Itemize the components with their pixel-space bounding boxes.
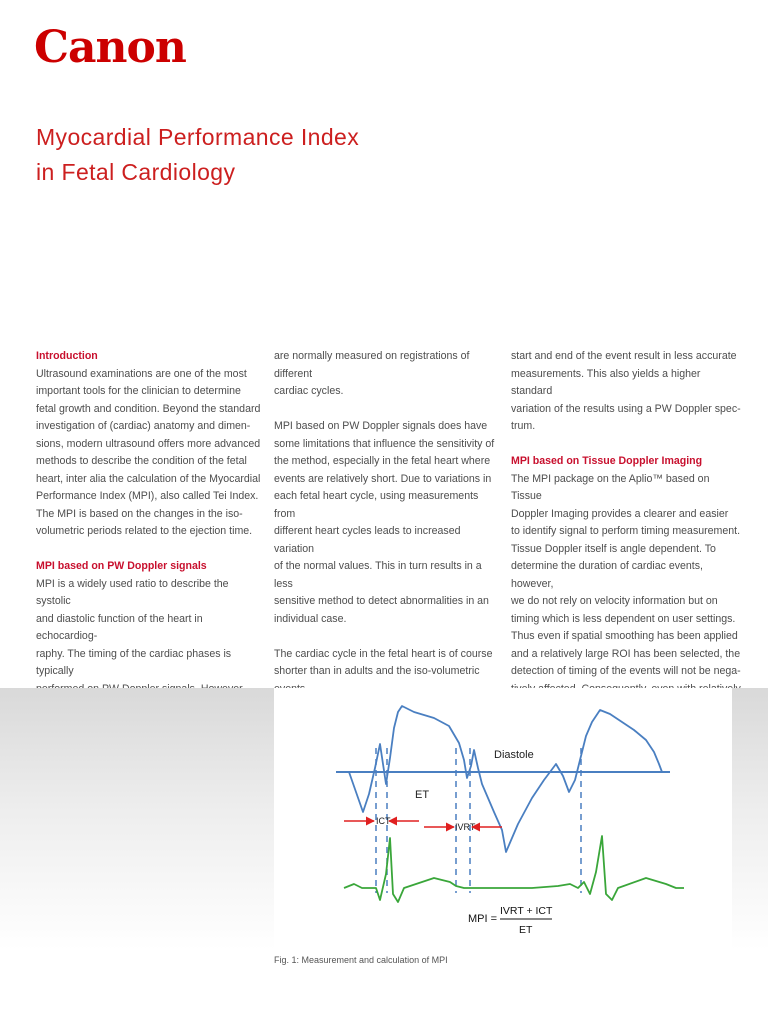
text-line: detection of timing of the events will not be nega-: [511, 665, 741, 677]
text-line: raphy. The timing of the cardiac phases is typically: [36, 647, 232, 677]
title-line-2: in Fetal Cardiology: [36, 159, 236, 185]
text-line: each fetal heart cycle, using measurements from: [274, 490, 479, 520]
text-line: fetal growth and condition. Beyond the standard: [36, 402, 261, 415]
intro-heading: Introduction: [36, 350, 98, 362]
text-line: cardiac cycles.: [274, 385, 344, 397]
title-line-1: Myocardial Performance Index: [36, 124, 360, 150]
text-line: determine the duration of cardiac events, however,: [511, 560, 703, 590]
text-line: to identify signal to perform timing measurement.: [511, 525, 741, 537]
text-line: The MPI is based on the changes in the iso-: [36, 507, 243, 520]
text-line: Tissue Doppler itself is angle dependent. To: [511, 542, 716, 555]
text-line: are normally measured on registrations of different: [274, 350, 470, 380]
paragraph: [274, 348, 500, 401]
formula-numerator: IVRT + ICT: [500, 905, 553, 917]
text-line: different heart cycles leads to increased variation: [274, 525, 461, 555]
mpi-diagram: [274, 688, 732, 950]
text-line: we do not rely on velocity information but on: [511, 595, 718, 607]
text-line: methods to describe the condition of the fetal: [36, 455, 247, 467]
text-line: Ultrasound examinations are one of the most: [36, 367, 247, 380]
figure-caption: Fig. 1: Measurement and calculation of MPI: [274, 955, 448, 965]
doppler-trace: [349, 706, 662, 852]
text-line: of the normal values. This in turn results in a less: [274, 560, 482, 590]
text-line: heart, inter alia the calculation of the Myocardial: [36, 472, 261, 485]
diastole-label: Diastole: [494, 749, 534, 761]
text-line: The MPI package on the Aplio™ based on Tissue: [511, 472, 710, 502]
text-line: timing which is less dependent on user settings.: [511, 612, 736, 625]
paragraph: [274, 418, 500, 628]
paragraph: [511, 348, 741, 436]
text-line: Thus even if spatial smoothing has been applied: [511, 630, 738, 642]
text-line: variation of the results using a PW Doppler spec-: [511, 402, 741, 415]
text-line: and diastolic function of the heart in echocardiog-: [36, 612, 203, 642]
text-line: the method, especially in the fetal heart where: [274, 455, 491, 467]
text-line: important tools for the clinician to determine: [36, 385, 241, 397]
text-line: Performance Index (MPI), also called Tei Index.: [36, 490, 259, 502]
pw-doppler-heading: MPI based on PW Doppler signals: [36, 560, 207, 572]
text-line: The cardiac cycle in the fetal heart is of course: [274, 647, 493, 660]
tdi-heading: MPI based on Tissue Doppler Imaging: [511, 455, 703, 467]
text-line: trum.: [511, 420, 536, 432]
text-line: Doppler Imaging provides a clearer and easier: [511, 507, 729, 520]
page-title: [36, 120, 359, 190]
text-line: MPI based on PW Doppler signals does have: [274, 420, 488, 432]
text-line: sensitive method to detect abnormalities in an: [274, 595, 489, 607]
formula-lhs: MPI =: [468, 913, 498, 925]
ict-label: ICT: [376, 816, 391, 826]
text-line: and a relatively large ROI has been selected, the: [511, 647, 741, 660]
et-label: ET: [415, 789, 430, 801]
text-column-3: [511, 348, 741, 733]
text-line: some limitations that influence the sensitivity of: [274, 437, 495, 450]
formula-denominator: ET: [519, 924, 533, 936]
text-line: start and end of the event result in less accurate: [511, 350, 737, 362]
text-line: events are relatively short. Due to variations in: [274, 472, 492, 485]
text-line: measurements. This also yields a higher standard: [511, 367, 701, 397]
ecg-trace: [344, 836, 684, 902]
text-line: MPI is a widely used ratio to describe the systolic: [36, 577, 229, 607]
text-line: volumetric periods related to the ejection time.: [36, 525, 253, 537]
text-line: sions, modern ultrasound offers more advanced: [36, 437, 261, 450]
canon-logo: Canon: [34, 22, 186, 73]
text-line: shorter than in adults and the iso-volumetric: [274, 665, 480, 677]
text-line: individual case.: [274, 612, 347, 625]
text-line: investigation of (cardiac) anatomy and dimen-: [36, 420, 251, 432]
ivrt-label: IVRT: [455, 822, 476, 832]
mpi-figure: [274, 688, 732, 950]
intro-paragraph: [36, 366, 262, 541]
